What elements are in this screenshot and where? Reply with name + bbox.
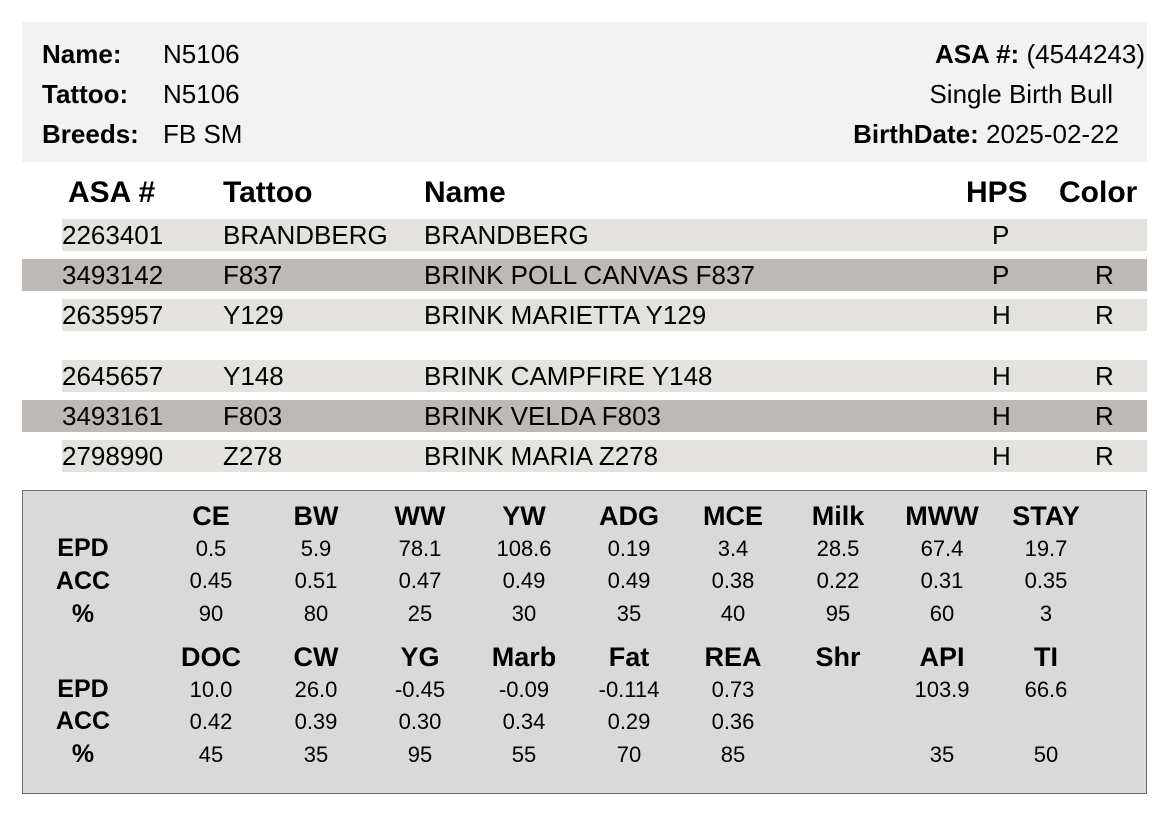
row-color: R	[1095, 441, 1114, 471]
acc-yg: 0.30	[398, 709, 442, 734]
trait-adg: ADG	[599, 501, 659, 531]
acc-mww: 0.31	[920, 568, 964, 593]
acc-row-label: ACC	[55, 567, 111, 595]
row-asa: 3493161	[62, 401, 164, 431]
breeds-label: Breeds:	[42, 119, 139, 149]
trait-ww: WW	[394, 501, 446, 531]
row-asa: 2645657	[62, 361, 164, 391]
pct-ti: 50	[1033, 742, 1059, 767]
acc-fat: 0.29	[607, 709, 651, 734]
epd-rea: 0.73	[711, 677, 755, 702]
epd-milk: 28.5	[816, 536, 860, 561]
epd-mce: 3.4	[717, 536, 749, 561]
row-hps: P	[992, 260, 1010, 290]
trait-rea: REA	[704, 642, 762, 672]
epd-bw: 5.9	[300, 536, 332, 561]
pedigree-row-dam-dam	[62, 440, 1147, 472]
epd-adg: 0.19	[607, 536, 651, 561]
row-hps: P	[992, 220, 1010, 250]
pct-api: 35	[929, 742, 955, 767]
acc-ce: 0.45	[189, 568, 233, 593]
trait-yg: YG	[400, 642, 440, 672]
acc-rea: 0.36	[711, 709, 755, 734]
epd-fat: -0.114	[598, 677, 660, 702]
row-hps: H	[992, 361, 1011, 391]
row-asa: 2263401	[62, 220, 164, 250]
trait-stay: STAY	[1012, 501, 1080, 531]
pct-row-label-2: %	[71, 740, 95, 768]
trait-milk: Milk	[811, 501, 865, 531]
epd-row-label: EPD	[57, 534, 109, 562]
tattoo-value: N5106	[163, 79, 240, 109]
row-color: R	[1095, 401, 1114, 431]
row-tattoo: Y129	[223, 300, 284, 330]
epd-row-label-2: EPD	[57, 675, 109, 703]
row-name: BRINK MARIA Z278	[424, 441, 659, 471]
row-hps: H	[992, 441, 1011, 471]
epd-api: 103.9	[914, 677, 970, 702]
name-label: Name:	[42, 39, 122, 69]
acc-ww: 0.47	[398, 568, 442, 593]
acc-adg: 0.49	[607, 568, 651, 593]
name-value: N5106	[163, 39, 240, 69]
acc-bw: 0.51	[294, 568, 338, 593]
row-asa: 3493142	[62, 260, 164, 290]
birthdate-value: 2025-02-22	[986, 119, 1119, 149]
acc-milk: 0.22	[816, 568, 860, 593]
pct-yw: 30	[511, 601, 537, 626]
acc-stay: 0.35	[1024, 568, 1068, 593]
row-tattoo: Z278	[223, 441, 283, 471]
row-hps: H	[992, 300, 1011, 330]
pct-stay: 3	[1039, 601, 1053, 626]
acc-marb: 0.34	[502, 709, 546, 734]
asa-value: (4544243)	[1026, 39, 1145, 69]
trait-cw: CW	[293, 642, 339, 672]
pct-bw: 80	[303, 601, 329, 626]
trait-yw: YW	[502, 501, 546, 531]
birthdate	[853, 119, 1119, 149]
acc-row-label-2: ACC	[55, 707, 111, 735]
asa-label: ASA #:	[934, 39, 1020, 69]
epd-marb: -0.09	[498, 677, 550, 702]
breeds-value: FB SM	[163, 119, 243, 149]
trait-bw: BW	[293, 501, 339, 531]
col-color: Color	[1059, 176, 1138, 209]
col-name: Name	[424, 176, 506, 209]
epd-ti: 66.6	[1024, 677, 1068, 702]
epd-ce: 0.5	[195, 536, 227, 561]
pct-row-label: %	[71, 600, 95, 628]
pct-mww: 60	[929, 601, 955, 626]
pedigree-row-sire-sire	[22, 259, 1147, 291]
row-name: BRINK CAMPFIRE Y148	[424, 361, 713, 391]
pct-fat: 70	[616, 742, 642, 767]
epd-stay: 19.7	[1024, 536, 1068, 561]
row-asa: 2798990	[62, 441, 164, 471]
row-hps: H	[992, 401, 1011, 431]
trait-api: API	[919, 642, 965, 672]
trait-fat: Fat	[608, 642, 650, 672]
col-hps: HPS	[966, 176, 1028, 209]
pct-marb: 55	[511, 742, 537, 767]
row-name: BRANDBERG	[424, 220, 589, 250]
col-tattoo: Tattoo	[223, 176, 313, 209]
birthdate-label: BirthDate:	[853, 119, 979, 149]
epd-yw: 108.6	[496, 536, 552, 561]
row-color: R	[1095, 361, 1114, 391]
trait-marb: Marb	[491, 642, 557, 672]
animal-header	[22, 22, 1147, 162]
trait-mww: MWW	[905, 501, 979, 531]
pct-mce: 40	[720, 601, 746, 626]
trait-doc: DOC	[181, 642, 241, 672]
row-tattoo: F837	[223, 260, 283, 290]
acc-mce: 0.38	[711, 568, 755, 593]
acc-cw: 0.39	[294, 709, 338, 734]
pct-adg: 35	[616, 601, 642, 626]
pedigree-row-sire	[62, 219, 1147, 251]
row-name: BRINK MARIETTA Y129	[424, 300, 707, 330]
birth-type: Single Birth Bull	[929, 79, 1113, 109]
row-color: R	[1095, 300, 1114, 330]
pct-milk: 95	[825, 601, 851, 626]
epd-cw: 26.0	[294, 677, 338, 702]
pedigree-row-dam	[62, 360, 1147, 392]
epd-mww: 67.4	[920, 536, 964, 561]
row-name: BRINK VELDA F803	[424, 401, 661, 431]
pct-rea: 85	[720, 742, 746, 767]
trait-shr: Shr	[815, 642, 861, 672]
trait-mce: MCE	[703, 501, 763, 531]
pct-ce: 90	[198, 601, 224, 626]
pedigree-row-sire-dam	[62, 299, 1147, 331]
pct-yg: 95	[407, 742, 433, 767]
epd-yg: -0.45	[394, 677, 446, 702]
acc-yw: 0.49	[502, 568, 546, 593]
pct-doc: 45	[198, 742, 224, 767]
acc-doc: 0.42	[189, 709, 233, 734]
row-color: R	[1095, 260, 1114, 290]
trait-ti: TI	[1034, 642, 1058, 672]
tattoo-label: Tattoo:	[42, 79, 129, 109]
epd-ww: 78.1	[398, 536, 442, 561]
pct-ww: 25	[407, 601, 433, 626]
epd-table	[22, 490, 1147, 794]
asa-number	[935, 39, 1145, 69]
pedigree-row-dam-sire	[22, 400, 1147, 432]
row-tattoo: F803	[223, 401, 283, 431]
row-name: BRINK POLL CANVAS F837	[424, 260, 755, 290]
col-asa: ASA #	[68, 176, 156, 209]
epd-doc: 10.0	[189, 677, 233, 702]
row-asa: 2635957	[62, 300, 164, 330]
row-tattoo: Y148	[223, 361, 284, 391]
trait-ce: CE	[192, 501, 230, 531]
row-tattoo: BRANDBERG	[223, 220, 388, 250]
pct-cw: 35	[303, 742, 329, 767]
